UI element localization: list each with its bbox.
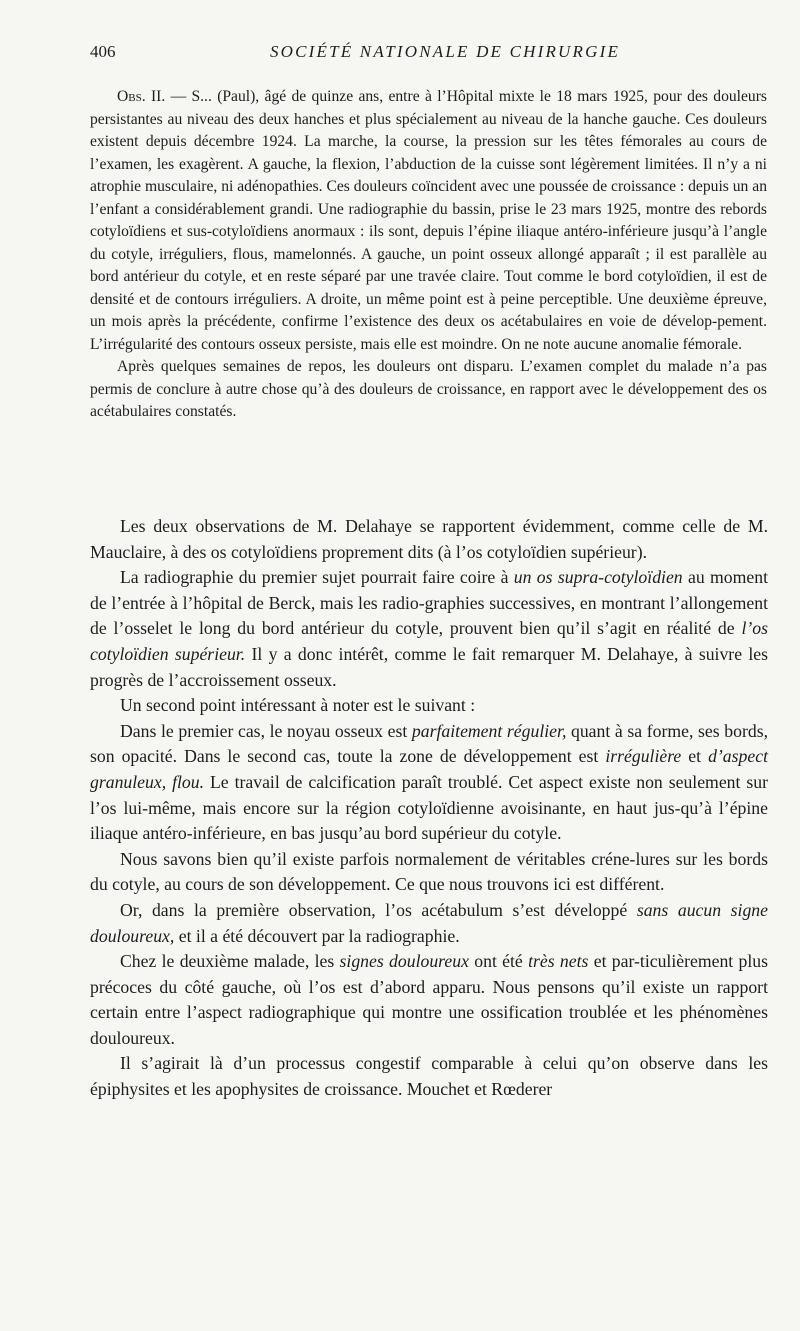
paragraph: Il s’agirait là d’un processus congestif comparable à celui qu’on observe dans les épiphysites et les apophysites de croissance. Mouchet et Rœderer — [90, 1053, 768, 1100]
observation-block — [90, 86, 767, 424]
paragraph: Or, dans la première observation, l’os acétabulum s’est développé sans aucun signe douloureux, et il a été découvert par la radiographie. — [90, 899, 769, 946]
paragraph: Dans le premier cas, le noyau osseux est parfaitement régulier, quant à sa forme, ses bords, son opacité. Dans le second cas, toute la zone de développement est irrégulière et d’aspect granuleux, flou. Le travail de calcification paraît troublé. Cet aspect existe non seulement sur l’os lui-même, mais encore sur la région cotyloïdienne avoisinante, en haut jus-qu’à l’épine iliaque antéro-inférieure, en bas jusqu’au bord supérieur du cotyle. — [90, 720, 768, 844]
observation-label: Obs. II. — [117, 88, 166, 105]
observation-text: — S... (Paul), âgé de quinze ans, entre à l’Hôpital mixte le 18 mars 1925, pour des douleurs persistantes au niveau des deux hanches et plus spécialement au niveau de la hanche gauche. Ces douleurs existent depuis décembre 1924. La marche, la course, la pression sur les têtes fémorales au cours de l’examen, les exagèrent. A gauche, la flexion, l’abduction de la cuisse sont légèrement limitées. Il n’y a ni atrophie musculaire, ni adénopathies. Ces douleurs coïncident avec une poussée de croissance : depuis un an l’enfant a considérablement grandi. Une radiographie du bassin, prise le 23 mars 1925, montre des rebords cotyloïdiens et sus-cotyloïdiens anormaux : ils sont, depuis l’épine iliaque antéro-inférieure jusqu’à l’angle du cotyle, irréguliers, flous, mamelonnés. A gauche, un point osseux allongé apparaît ; il est parallèle au bord antérieur du cotyle, et en reste séparé par une travée claire. Tout comme le bord cotyloïdien, il est de densité et de contours irréguliers. A droite, un même point est à peine perceptible. Une deuxième épreuve, un mois après la précédente, confirme l’existence des deux os acétabulaires en voie de dévelop-pement. L’irrégularité des contours osseux persiste, mais elle est moindre. On ne note aucune anomalie fémorale. — [90, 88, 767, 353]
running-title: SOCIÉTÉ NATIONALE DE CHIRURGIE — [269, 42, 621, 61]
page-number: 406 — [90, 42, 116, 61]
page-header — [90, 42, 770, 68]
paragraph: Nous savons bien qu’il existe parfois normalement de véritables créne-lures sur les bords du cotyle, au cours de son développement. Ce que nous trouvons ici est différent. — [90, 848, 768, 895]
paragraph: La radiographie du premier sujet pourrait faire coire à un os supra-cotyloïdien au moment de l’entrée à l’hôpital de Berck, mais les radio-graphies successives, en montrant l’allongement de l’osselet le long du bord antérieur du cotyle, prouvent bien qu’il s’agit en réalité de l’os cotyloïdien supérieur. Il y a donc intérêt, comme le fait remarquer M. Delahaye, à suivre les progrès de l’accroissement osseux. — [90, 567, 768, 690]
paragraph: Les deux observations de M. Delahaye se rapportent évidemment, comme celle de M. Mauclaire, à des os cotyloïdiens proprement dits (à l’os cotyloïdien supérieur). — [90, 516, 768, 562]
observation-conclusion: Après quelques semaines de repos, les douleurs ont disparu. L’examen complet du malade n’a pas permis de conclure à autre chose qu’à des douleurs de croissance, en rapport avec le développement des os acétabulaires constatés. — [90, 358, 767, 420]
observation-paragraph — [90, 86, 767, 356]
commentary-block — [90, 514, 768, 1103]
paragraph: Un second point intéressant à noter est le suivant : — [120, 695, 476, 716]
paragraph: Chez le deuxième malade, les signes douloureux ont été très nets et par-ticulièrement plus précoces du côté gauche, où l’os est d’abord apparu. Nous pensons qu’il existe un rapport certain entre l’aspect radiographique qui montre une ossification troublée et les phénomènes douloureux. — [90, 951, 769, 1048]
